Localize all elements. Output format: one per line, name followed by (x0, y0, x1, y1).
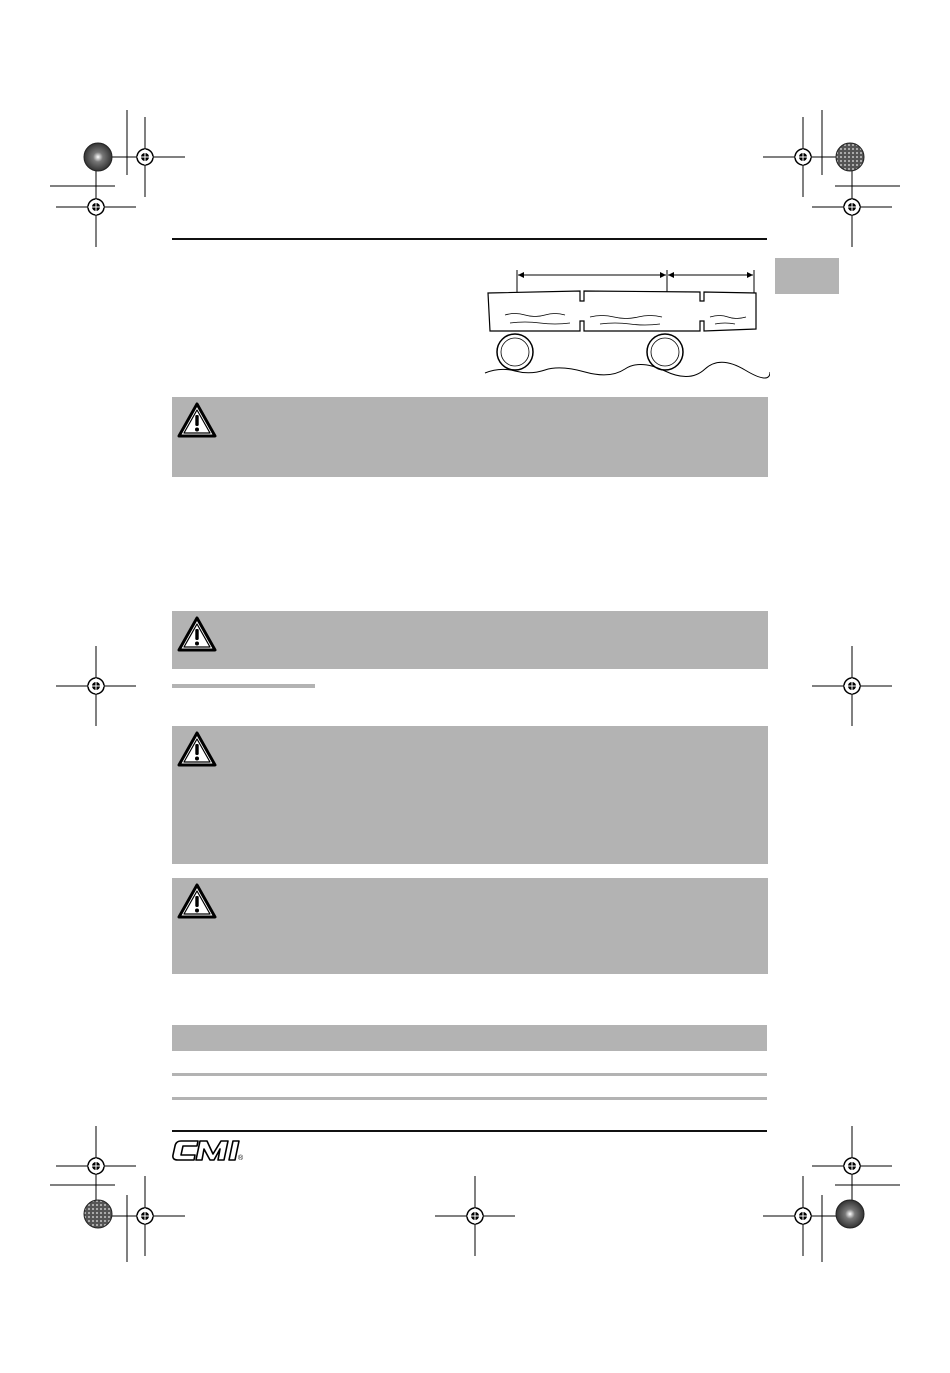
warning-triangle-icon (177, 883, 217, 919)
warning-triangle-icon (177, 731, 217, 767)
chapter-tab (775, 258, 839, 294)
header-rule (172, 238, 767, 240)
warning-box-2 (172, 611, 768, 669)
log-on-supports-illustration (480, 265, 770, 380)
section-underline (172, 684, 315, 688)
warning-box-1 (172, 397, 768, 477)
table-header-bar (172, 1025, 767, 1051)
warning-triangle-icon (177, 402, 217, 438)
cmi-logo (172, 1137, 262, 1163)
warning-triangle-icon (177, 616, 217, 652)
warning-box-4 (172, 878, 768, 974)
footer-rule (172, 1130, 767, 1132)
table-row-divider (172, 1073, 767, 1076)
warning-box-3 (172, 726, 768, 864)
table-row-divider (172, 1097, 767, 1100)
registered-mark: ® (238, 1155, 244, 1162)
